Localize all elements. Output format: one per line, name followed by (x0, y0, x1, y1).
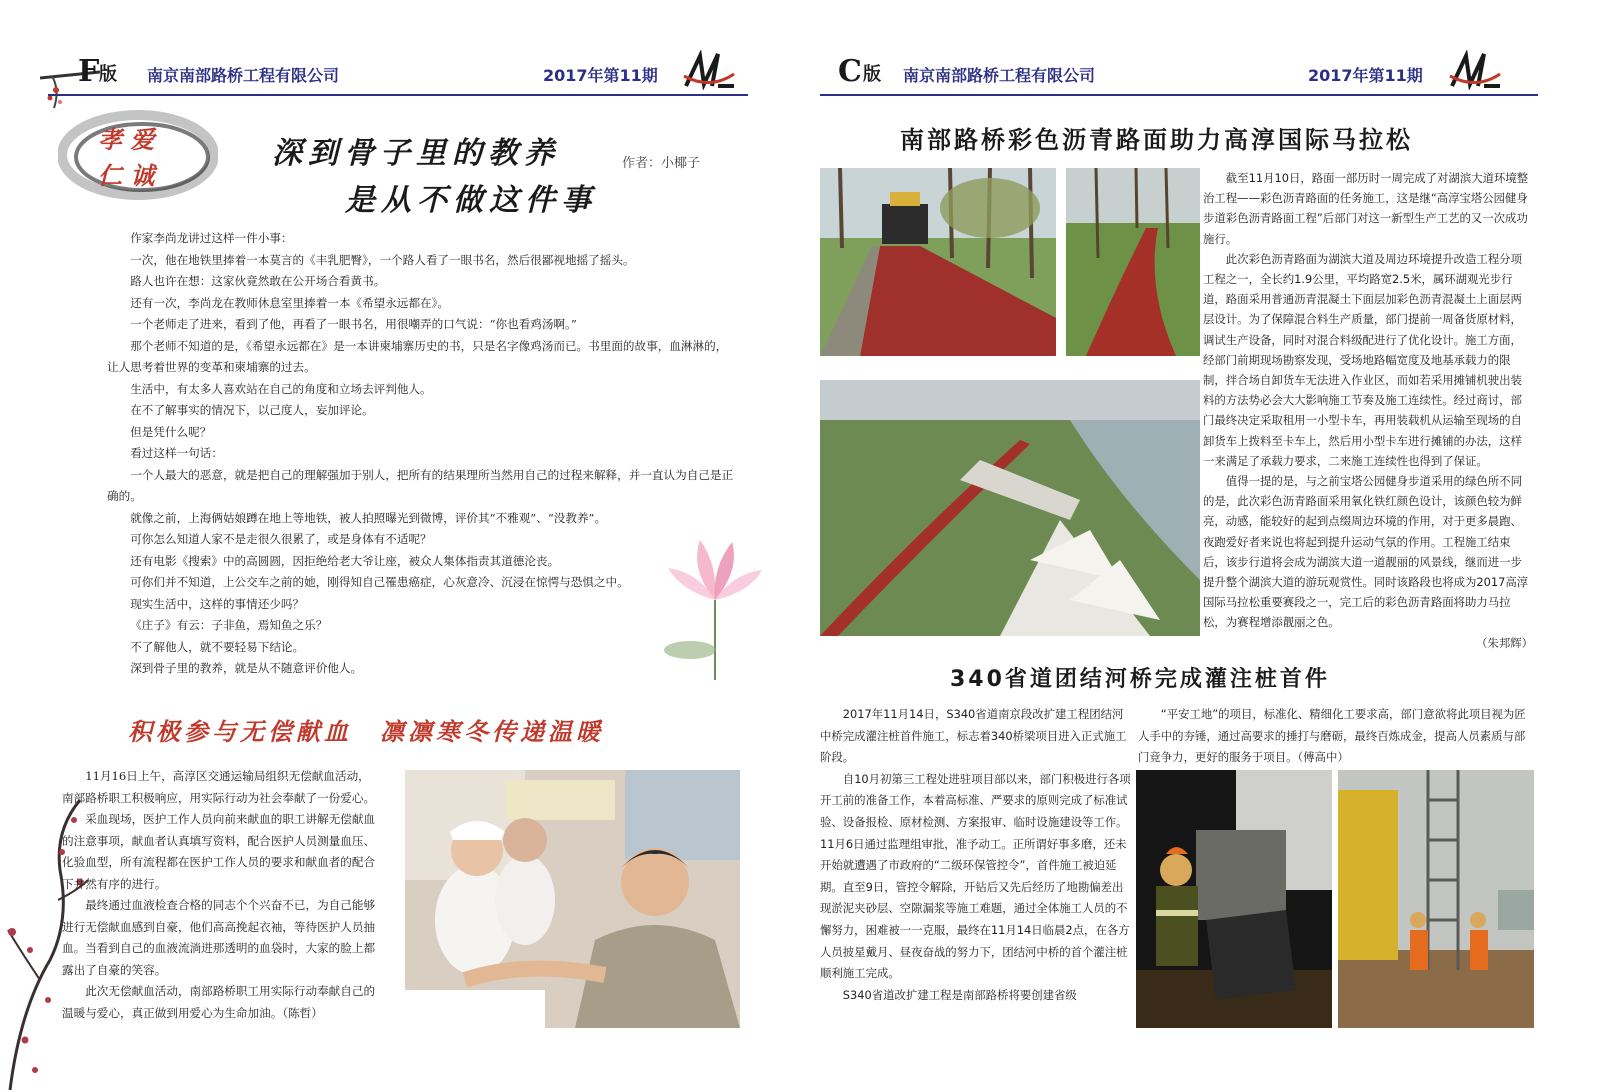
paragraph: 就像之前，上海俩姑娘蹲在地上等地铁，被人拍照曝光到微博，评价其“不雅观”、“没教养”。 (130, 510, 607, 525)
article2-column1 (820, 704, 1132, 1006)
header-rule (48, 94, 748, 96)
road-paving-photo (820, 168, 1056, 356)
paragraph: 自10月初第三工程处进驻项目部以来，部门积极进行各项开工前的准备工作，本着高标准、严要求的原则完成了标准试验、设备报检、原材检测、方案报审、临时设施建设等工作。11月6日通过监理组审批，准予动工。正所谓好事多磨，还未开始就遭遇了市政府的“二级环保管控令”，首件施工被迫延期。直至9日，管控令解除，开钻后又先后经历了地勘偏差出现淤泥夹砂层、空隙漏浆等施工难题，通过全体施工人员的不懈努力，困难被一一克服，最终在11月14日临晨2点，在各方人员披星戴月、昼夜奋战的努力下，团结河中桥的首个灌注桩顺利施工完成。 (820, 771, 1131, 981)
article1-author: （朱邦辉） (1476, 635, 1533, 650)
paragraph: 生活中，有太多人喜欢站在自己的角度和立场去评判他人。 (130, 381, 432, 396)
paragraph: 采血现场，医护工作人员向前来献血的职工讲解无偿献血的注意事项，献血者认真填写资料，配合医护人员测量血压、化验血型，所有流程都在医护工作人员的要求和献血者的配合下井然有序的进行。 (62, 812, 376, 891)
article2-column2 (1138, 704, 1536, 769)
issue-number: 2017年第11期 (543, 66, 658, 85)
header-rule (820, 94, 1538, 96)
paragraph: 此次彩色沥青路面为湖滨大道及周边环境提升改造工程分项工程之一，全长约1.9公里，平均路宽2.5米，属环湖观光步行道，路面采用普通沥青混凝土下面层加彩色沥青混凝土上面层两层设计。为了保障混合料生产质量，部门提前一周备货原材料，调试生产设备，同时对混合料级配进行了优化设计。施工方面，经部门前期现场勘察发现，受场地路幅宽度及地基承载力的限制，拌合场自卸货车无法进入作业区，而如若采用摊铺机驶出装料的方法势必会大大影响施工节奏及施工连续性。经过商讨，部门最终决定采取租用一小型卡车，再用装载机从运输至现场的自卸货车上拨料至卡车上，然后用小型卡车进行摊铺的办法，这样一来满足了承载力要求，二来施工连续性也得到了保证。 (1203, 251, 1522, 468)
article2-title: 340省道团结河桥完成灌注桩首件 (950, 667, 1330, 692)
page-right (810, 0, 1600, 1090)
paragraph: 值得一提的是，与之前宝塔公园健身步道采用的绿色所不同的是，此次彩色沥青路面采用氧化铁红颜色设计，该颜色较为鲜亮，动感，能较好的起到点缀周边环境的作用，对于更多晨跑、夜跑爱好者来说也将起到提升运动气氛的作用。工程施工结束后，该步行道将会成为湖滨大道一道靓丽的风景线，继而进一步提升整个湖滨大道的游玩观赏性。同时该路段也将成为2017高淳国际马拉松重要赛段之一，完工后的彩色沥青路面将助力马拉松，为赛程增添靓丽之色。 (1203, 474, 1529, 630)
paragraph: 不了解他人，就不要轻易下结论。 (130, 639, 305, 654)
paragraph: 此次无偿献血活动，南部路桥职工用实际行动奉献自己的温暖与爱心，真正做到用爱心为生命加油。（陈哲） (62, 984, 376, 1020)
lotus-flower-decoration (660, 530, 770, 680)
paragraph: 2017年11月14日，S340省道南京段改扩建工程团结河中桥完成灌注桩首件施工，标志着340桥梁项目进入正式施工阶段。 (820, 707, 1127, 765)
header-right (810, 54, 1600, 90)
paragraph: 最终通过血液检查合格的同志个个兴奋不已，为自己能够进行无偿献血感到自豪，他们高高挽起衣袖，等待医护人员抽血。当看到自己的血液流淌进那透明的血袋时，大家的脸上都露出了自豪的笑容。 (62, 898, 376, 977)
badge-line-1: 孝 爱 (98, 125, 155, 154)
paragraph: 可你怎么知道人家不是走很久很累了，或是身体有不适呢？ (130, 532, 432, 546)
aerial-lakeside-photo (820, 380, 1200, 636)
page-left (0, 0, 790, 1090)
article1-body (107, 228, 737, 680)
company-name: 南京南部路桥工程有限公司 (903, 66, 1096, 85)
paragraph: 看过这样一句话： (130, 446, 223, 460)
article1-title: 南部路桥彩色沥青路面助力高淳国际马拉松 (900, 126, 1413, 154)
badge-line-2: 仁 诚 (98, 161, 155, 190)
paragraph: 一个老师走了进来，看到了他，再看了一眼书名，用很嘲弄的口气说：“你也看鸡汤啊。” (130, 317, 577, 331)
paragraph: 在不了解事实的情况下，以己度人，妄加评论。 (130, 403, 374, 417)
edition-suffix: 版 (99, 64, 117, 85)
paragraph: 一次，他在地铁里捧着一本莫言的《丰乳肥臀》，一个路人看了一眼书名，然后很鄙视地摇了摇头。 (130, 252, 635, 267)
blood-donation-photo (405, 770, 740, 1028)
issue-number: 2017年第11期 (1308, 66, 1423, 85)
paragraph: 现实生活中，这样的事情还少吗？ (130, 596, 305, 611)
paragraph: 一个人最大的恶意，就是把自己的理解强加于别人，把所有的结果理所当然用自己的过程来解释，并一直认为自己是正确的。 (107, 467, 734, 503)
paragraph: 深到骨子里的教养，就是从不随意评价他人。 (130, 661, 363, 675)
paragraph: 但是凭什么呢？ (130, 424, 212, 439)
article1-byline: 作者：小椰子 (622, 156, 701, 171)
company-logo-icon (1448, 50, 1502, 90)
paragraph: 还有电影《搜索》中的高圆圆，因拒绝给老大爷让座，被众人集体指责其道德沦丧。 (130, 553, 560, 568)
paragraph: 《庄子》有云：子非鱼，焉知鱼之乐？ (130, 618, 328, 632)
paragraph: 截至11月10日，路面一部历时一周完成了对湖滨大道环境整治工程——彩色沥青路面的任务施工，这是继“高淳宝塔公园健身步道彩色沥青路面工程”后部门对这一新型生产工艺的又一次成功施行。 (1203, 171, 1529, 246)
paragraph: 还有一次，李尚龙在教师休息室里捧着一本《希望永远都在》。 (130, 295, 450, 310)
paragraph: 作家李尚龙讲过这样一件小事： (130, 231, 293, 245)
article1-body (1203, 168, 1533, 653)
company-logo-icon (682, 50, 736, 90)
edition-suffix: 版 (863, 64, 881, 85)
paragraph: 那个老师不知道的是，《希望永远都在》是一本讲柬埔寨历史的书，只是名字像鸡汤而已。书里面的故事，血淋淋的，让人思考着世界的变革和柬埔寨的过去。 (107, 338, 728, 374)
article2-title: 积极参与无偿献血 凛凛寒冬传递温暖 (128, 717, 604, 746)
article1-title-line2: 是从不做这件事 (345, 183, 597, 218)
paragraph: 路人也许在想：这家伙竟然敢在公开场合看黄书。 (130, 274, 386, 288)
article2-column2-text: “平安工地”的项目，标准化、精细化工要求高，部门意欲将此项目视为匠人手中的夯锤，通过高要求的捶打与磨砺，最终百炼成金，提高人员素质与部门竞争力，更好的服务于项目。（傅高中） (1138, 707, 1526, 765)
edition-letter: C (838, 54, 862, 89)
paragraph: 11月16日上午，高淳区交通运输局组织无偿献血活动，南部路桥职工积极响应，用实际行动为社会奉献了一份爱心。 (62, 769, 376, 805)
paragraph: 可你们并不知道，上公交车之前的她，刚得知自己罹患癌症，心灰意冷、沉浸在惊愕与恐惧之中。 (130, 575, 629, 589)
paragraph: S340省道改扩建工程是南部路桥将要创建省级 (842, 987, 1077, 1002)
red-path-photo (1066, 168, 1200, 356)
company-name: 南京南部路桥工程有限公司 (147, 66, 340, 85)
article1-title-line1: 深到骨子里的教养 (272, 136, 560, 171)
pile-rig-photo (1338, 770, 1534, 1028)
header-left (0, 54, 790, 90)
article2-body (62, 766, 378, 1024)
ink-badge (58, 110, 218, 200)
edition-letter: F (78, 54, 100, 89)
night-construction-photo (1136, 770, 1332, 1028)
